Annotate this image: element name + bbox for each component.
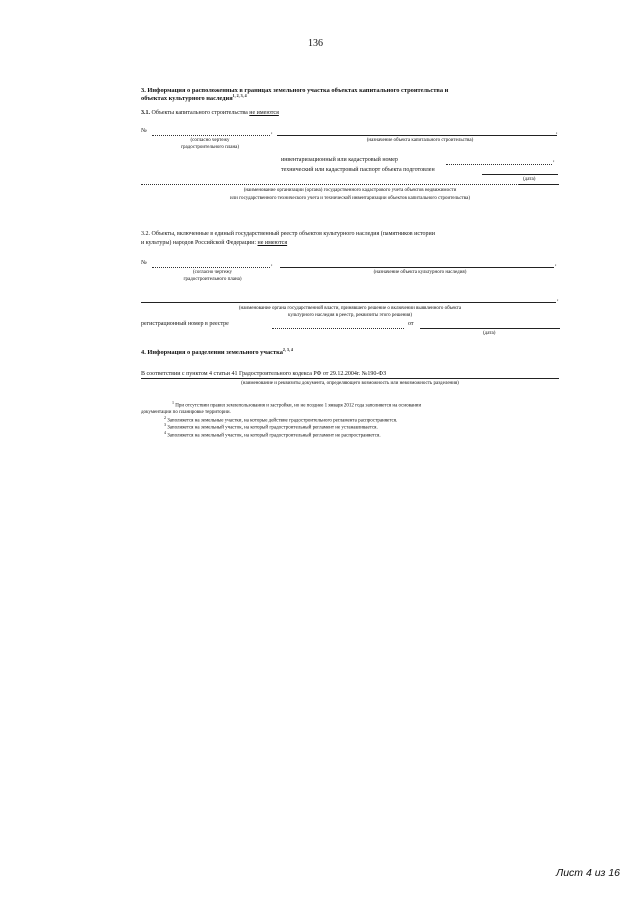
date-caption-1: (дата): [523, 177, 536, 182]
footnote-4: $^4$ Заполняется на земельный участок, на который градостроительный регламент не распространяется.: [164, 430, 381, 439]
comma-1: ,: [271, 129, 273, 135]
footnote-3: $^3$ Заполняется на земельный участок, на который градостроительный регламент не устанавливается.: [164, 422, 378, 431]
section3-heading-line1: 3. Информация о расположенных в границах земельного участка объектах капитального строительства и: [141, 87, 449, 94]
heritage-caption-plan-1: (согласно чертежу: [192, 270, 233, 275]
comma-6: ,: [557, 296, 559, 302]
footnote-2: $^2$ Заполняется на земельные участки, на которые действие градостроительного регламента распространяется.: [164, 415, 398, 424]
comma-4: ,: [271, 261, 273, 267]
passport-label: технический или кадастровый паспорт объекта подготовлен: [281, 167, 435, 173]
caption-plan-1: (согласно чертежу: [190, 138, 230, 143]
page-number: 136: [308, 38, 323, 49]
footnote-1-line2: документации по планировке территории.: [141, 410, 231, 415]
inventory-line: [446, 164, 552, 165]
section4-value-line: [141, 378, 559, 379]
authority-line: [141, 302, 556, 303]
reg-label: регистрационный номер в реестре: [141, 321, 229, 327]
date-line: [519, 184, 559, 185]
section4-heading: 4. Информация о разделении земельного участка$^{2, 3, 4}$: [141, 346, 293, 356]
heritage-caption-plan-2: градостроительного плана): [183, 277, 242, 282]
sheet-counter: Лист 4 из 16: [556, 867, 621, 879]
caption-purpose: (назначение объекта капитального строительства): [366, 138, 474, 143]
heritage-number-sign: №: [141, 260, 147, 266]
subsection-3-1: 3.1. Объекты капитального строительства не имеются: [141, 110, 279, 116]
passport-line: [482, 174, 558, 175]
section32-line2: и культуры) народов Российской Федерации: не имеются: [141, 240, 288, 246]
from-label: от: [408, 321, 414, 327]
date-caption-2: (дата): [483, 331, 496, 336]
inventory-label: инвентаризационный или кадастровый номер: [281, 157, 398, 163]
object-number-line: [152, 135, 270, 136]
section4-value: В соответствии с пунктом 4 статьи 41 Градостроительного кодекса РФ от 29.12.2004г. №190-ФЗ: [141, 371, 387, 377]
object-purpose-line: [277, 135, 557, 136]
comma-2: ,: [556, 129, 558, 135]
object-number-sign: №: [141, 128, 147, 134]
caption-plan-2: градостроительного плана): [180, 145, 240, 150]
section4-caption: (наименование и реквизиты документа, определяющего возможность или невозможность разделения): [241, 381, 459, 386]
footnote-1-line1: $^1$ При отсутствии правил землепользования и застройки, но не позднее 1 января 2012 года заполняется на основании: [172, 400, 422, 409]
authority-caption-1: (наименование органа государственной власти, принявшего решение о включении выявленного объекта: [238, 306, 462, 311]
reg-date-line: [420, 328, 560, 329]
org-line: [141, 184, 519, 185]
heritage-name-line: [280, 267, 554, 268]
comma-5: ,: [555, 261, 557, 267]
reg-number-line: [272, 328, 404, 329]
authority-caption-2: культурного наследия в реестр, реквизиты этого решения): [287, 313, 413, 318]
org-caption-1: (наименование организации (органа) государственного кадастрового учета объектов недвижимости: [243, 188, 457, 193]
heritage-number-line: [152, 267, 270, 268]
org-caption-2: или государственного технического учета и технической инвентаризации объектов капитального строительства): [229, 196, 470, 201]
section32-line1: 3.2. Объекты, включенные в единый государственный реестр объектов культурного наследия (памятников истории: [141, 231, 435, 237]
comma-3: ,: [553, 157, 555, 163]
section3-heading-line2: объектах культурного наследия$^{1, 2, 3, 4}$: [141, 92, 247, 102]
heritage-caption-name: (назначение объекта культурного наследия): [373, 270, 467, 275]
